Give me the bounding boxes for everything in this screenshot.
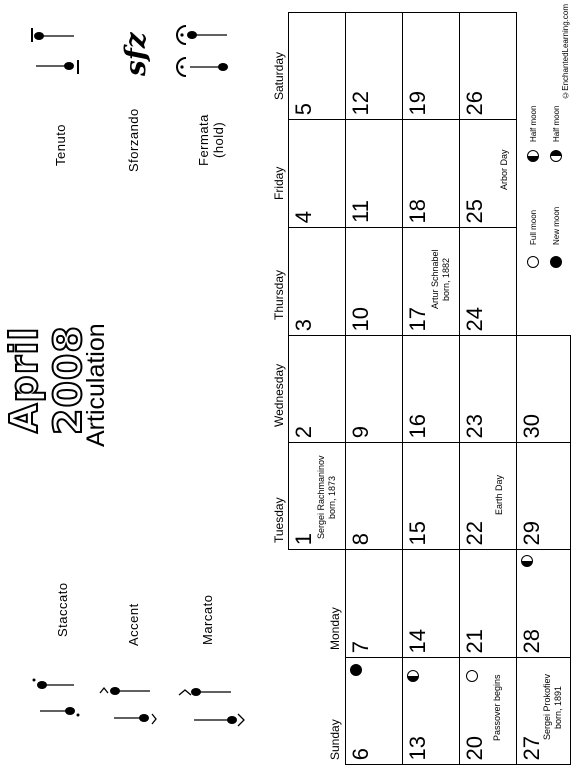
calendar-cell (345, 119, 403, 228)
calendar-cell (459, 335, 517, 443)
legend-full-moon: Full moon (529, 209, 538, 245)
fermata-label: Fermata (hold) (196, 114, 226, 166)
calendar-cell (459, 12, 517, 120)
half-moon-icon (527, 150, 539, 162)
calendar-cell (345, 12, 403, 120)
date-7: 7 (348, 640, 373, 653)
calendar-cell (459, 227, 517, 336)
calendar-cell (288, 119, 346, 228)
calendar-cell (459, 442, 517, 550)
weekday-tuesday: Tuesday (272, 497, 286, 543)
calendar-cell (516, 335, 571, 443)
full-moon-icon (466, 670, 478, 682)
calendar-cell (402, 12, 460, 120)
date-26: 26 (462, 90, 487, 115)
date-28: 28 (519, 628, 544, 653)
calendar-cell (459, 549, 517, 658)
page-title: April 2008 (2, 325, 90, 435)
calendar-cell (345, 335, 403, 443)
calendar-cell (516, 442, 571, 550)
copyright: ©EnchantedLearning.com (561, 4, 570, 100)
date-1: 1 (291, 532, 316, 545)
date-6: 6 (348, 747, 373, 760)
weekday-sunday: Sunday (328, 719, 342, 760)
date-13: 13 (405, 735, 430, 760)
date-20: 20 (462, 735, 487, 760)
weekday-friday: Friday (272, 166, 286, 200)
event-earth-day: Earth Day (494, 474, 504, 516)
date-2: 2 (291, 425, 316, 438)
weekday-monday: Monday (328, 607, 342, 650)
date-4: 4 (291, 210, 316, 223)
half-moon-icon (407, 670, 419, 682)
date-9: 9 (348, 425, 373, 438)
accent-label: Accent (126, 603, 141, 647)
calendar-cell (288, 335, 346, 443)
date-22: 22 (462, 520, 487, 545)
date-30: 30 (519, 413, 544, 438)
date-12: 12 (348, 90, 373, 115)
half-moon-icon (550, 150, 562, 162)
accent-icon (98, 680, 158, 730)
legend-half-moon-1: Half moon (529, 105, 538, 142)
calendar-cell (402, 442, 460, 550)
date-10: 10 (348, 306, 373, 331)
new-moon-icon (350, 664, 362, 676)
half-moon-icon (521, 555, 533, 567)
event-schnabel: Artur Schnabel born, 1882 (430, 249, 451, 309)
date-16: 16 (405, 413, 430, 438)
date-8: 8 (348, 532, 373, 545)
new-moon-icon (550, 256, 562, 268)
calendar-cell (288, 227, 346, 336)
calendar-cell (288, 12, 346, 120)
weekday-saturday: Saturday (272, 51, 286, 100)
calendar-cell (402, 119, 460, 228)
date-3: 3 (291, 318, 316, 331)
date-14: 14 (405, 628, 430, 653)
date-27: 27 (519, 735, 544, 760)
fermata-icon (172, 22, 234, 82)
date-23: 23 (462, 413, 487, 438)
event-passover: Passover begins (492, 674, 502, 742)
date-15: 15 (405, 520, 430, 545)
date-18: 18 (405, 198, 430, 223)
legend-new-moon: New moon (552, 206, 561, 245)
date-11: 11 (348, 200, 373, 223)
date-19: 19 (405, 90, 430, 115)
staccato-icon (30, 675, 80, 720)
tenuto-label: Tenuto (53, 123, 68, 167)
marcato-icon (176, 680, 246, 730)
calendar-cell (345, 442, 403, 550)
event-rachmaninov: Sergei Rachmaninov born, 1873 (316, 455, 337, 539)
page-subtitle: Articulation (82, 323, 110, 447)
event-prokofiev: Sergei Prokofiev born, 1891 (542, 673, 563, 741)
full-moon-icon (527, 256, 539, 268)
sforzando-icon: sfz (119, 32, 152, 76)
weekday-thursday: Thursday (272, 269, 286, 320)
date-21: 21 (462, 628, 487, 653)
calendar-cell (345, 549, 403, 658)
sforzando-label: Sforzando (126, 108, 141, 172)
date-17: 17 (405, 306, 430, 331)
calendar-cell (345, 227, 403, 336)
event-arbor-day: Arbor Day (499, 149, 509, 191)
calendar-cell (402, 335, 460, 443)
staccato-label: Staccato (55, 582, 70, 638)
date-25: 25 (462, 198, 487, 223)
legend-half-moon-2: Half moon (552, 105, 561, 142)
calendar-cell (402, 549, 460, 658)
weekday-wednesday: Wednesday (272, 363, 286, 427)
date-24: 24 (462, 306, 487, 331)
date-5: 5 (291, 102, 316, 115)
tenuto-icon (28, 22, 83, 82)
date-29: 29 (519, 520, 544, 545)
marcato-label: Marcato (200, 594, 215, 646)
